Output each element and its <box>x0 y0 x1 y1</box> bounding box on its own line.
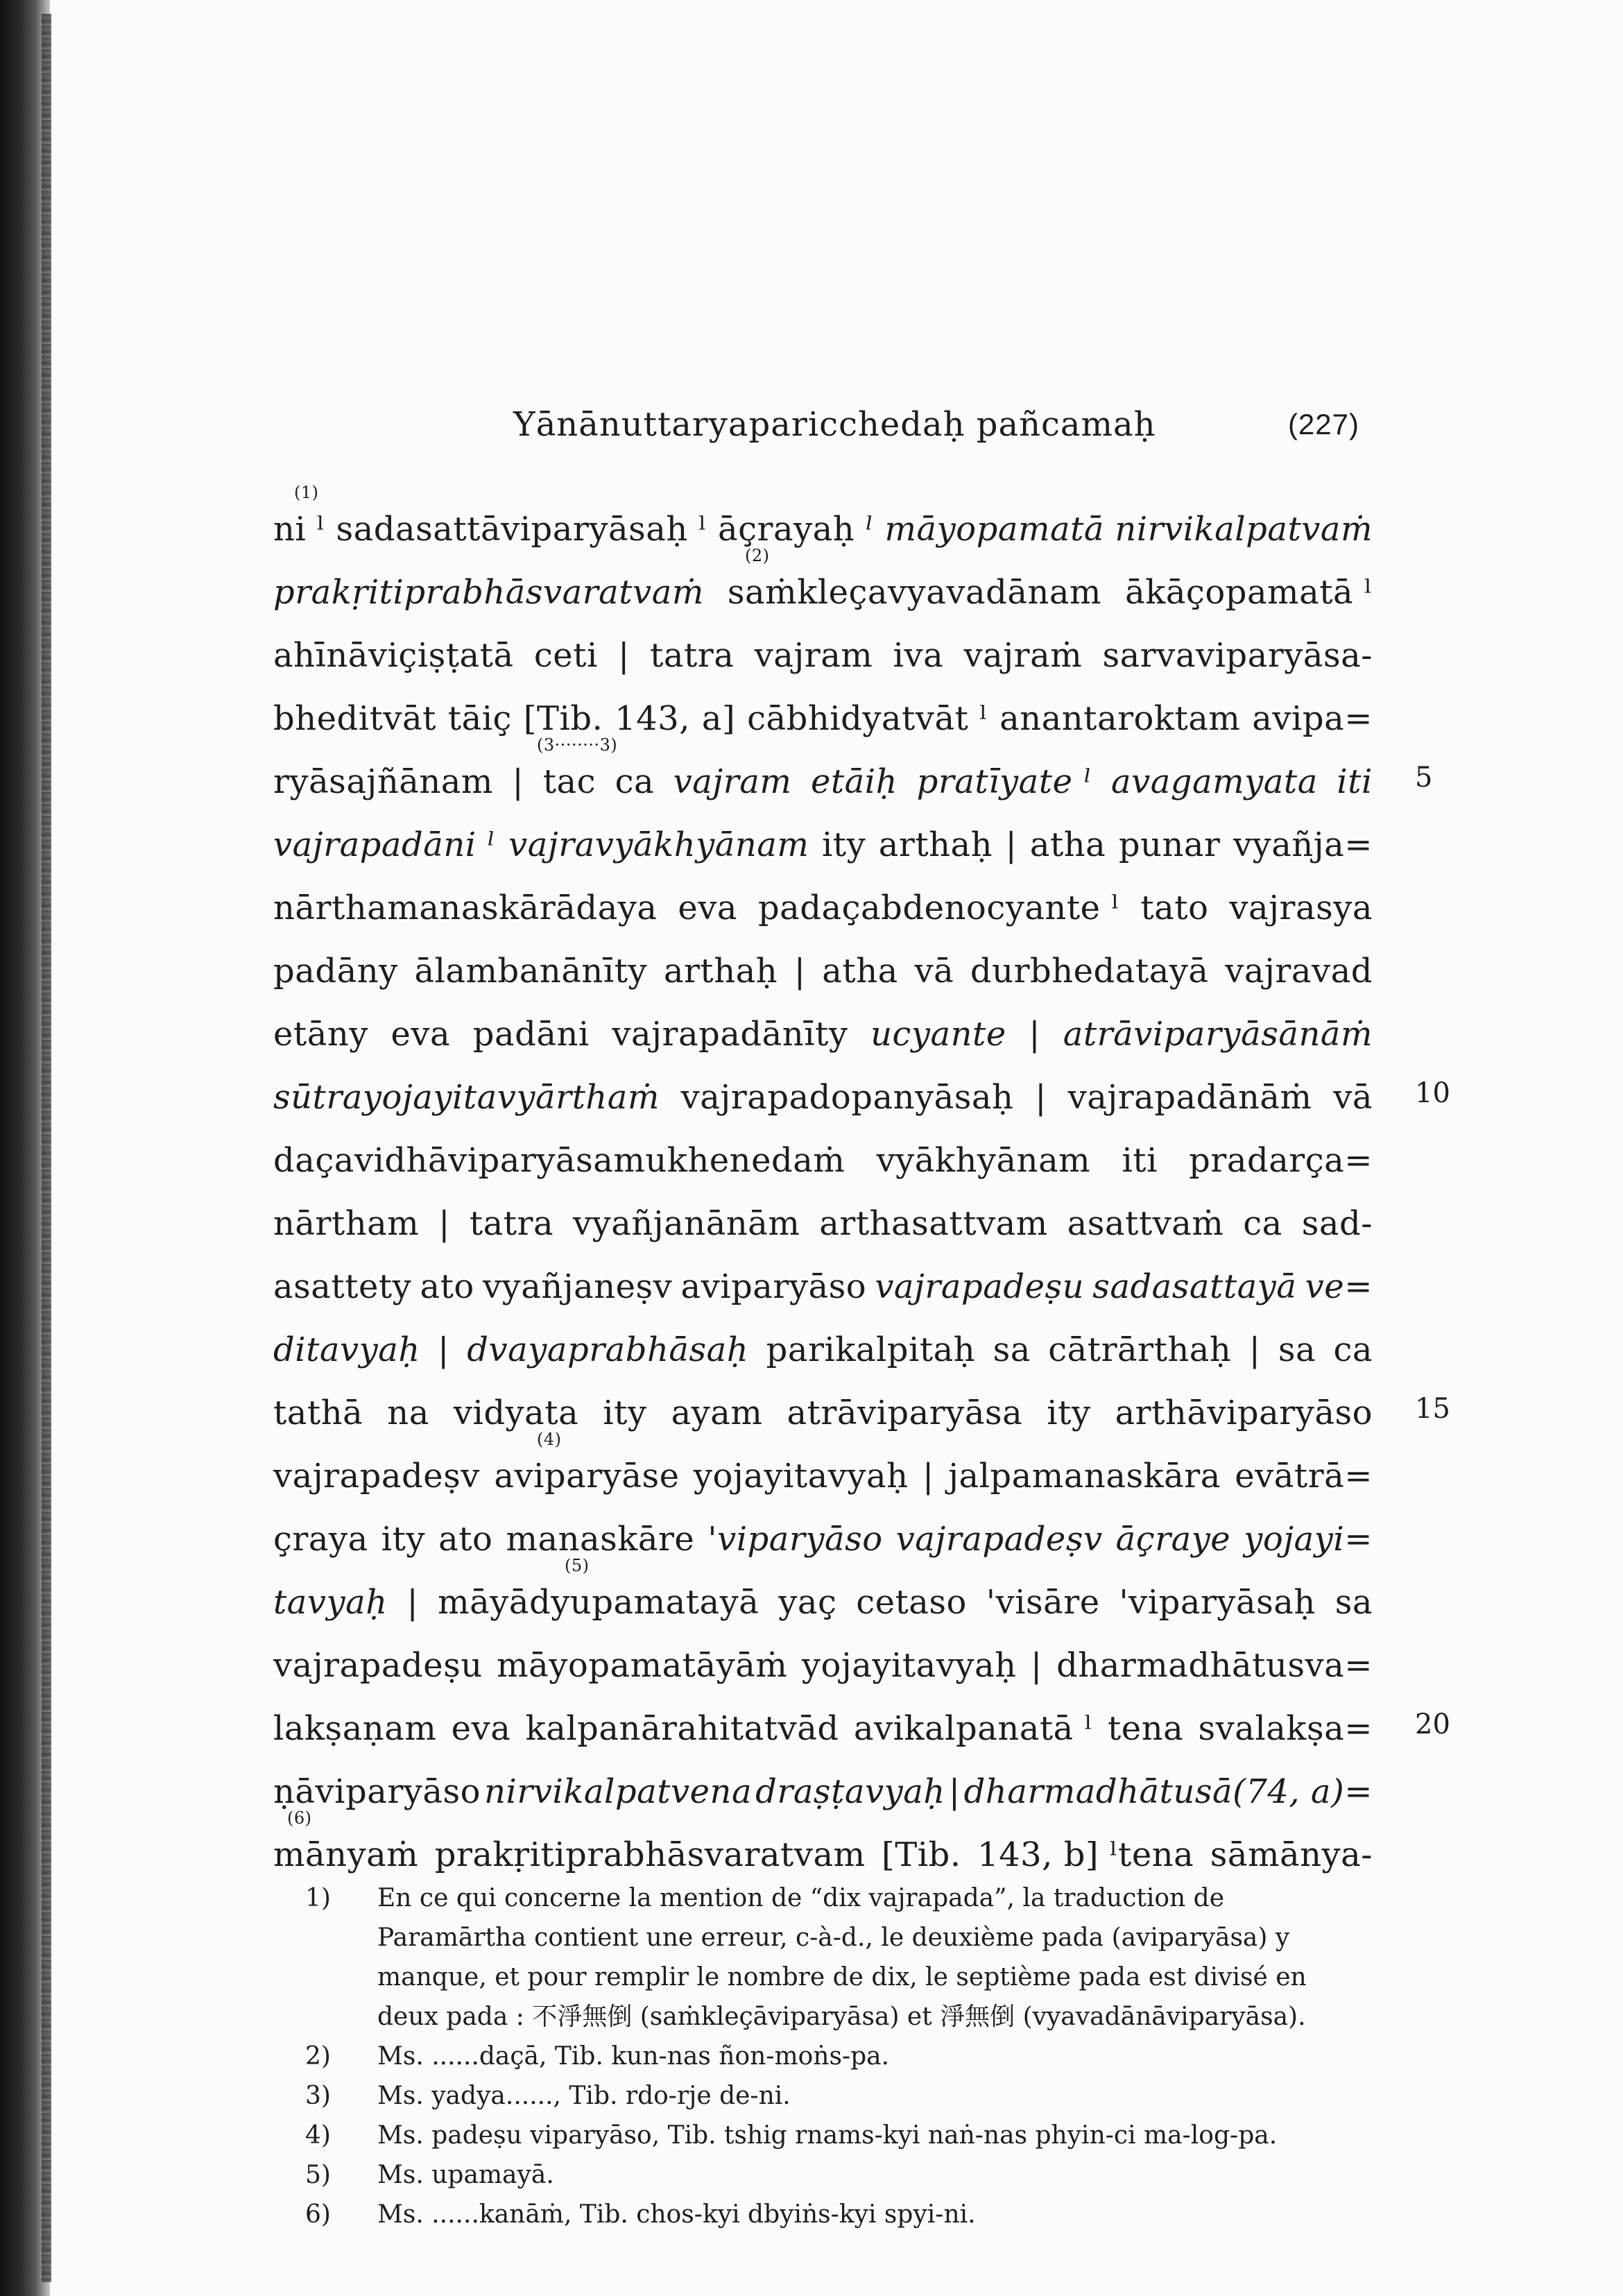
footnote-reference-mark: (2) <box>745 546 770 565</box>
word: sūtrayojayitavyārthaṁ <box>273 1078 660 1117</box>
word: vajrapadopanyāsaḥ <box>680 1078 1014 1117</box>
word: vajrapadānāṁ <box>1067 1078 1312 1117</box>
word: çraya <box>273 1520 368 1559</box>
word: daçavidhāviparyāsamukhenedaṁ <box>273 1141 845 1180</box>
word: prakṛitiprabhāsvaratvaṁ <box>273 573 704 612</box>
word: nirvikalpatvaṁ <box>1115 510 1373 549</box>
word: prakṛitiprabhāsvaratvam <box>434 1835 866 1874</box>
word: [Tib. <box>523 699 603 738</box>
word: vidyata <box>453 1394 579 1432</box>
word: ṇāviparyāso <box>273 1772 481 1811</box>
word: padāny <box>273 952 398 991</box>
word: ˡ māyopamatā <box>865 510 1105 549</box>
word: vajraṁ <box>963 636 1083 675</box>
word: ˡ sadasattāviparyāsaḥ <box>316 510 688 549</box>
word: | <box>1005 825 1017 864</box>
text-line <box>273 1496 1373 1559</box>
text-line <box>273 1306 1373 1369</box>
text-line <box>273 927 1373 991</box>
footnote-text: En ce qui concerne la mention de “dix vajrapada”, la traduction de Paramārtha contient une erreur, c-à-d., le deuxième pada (aviparyāsa) y manque, et pour remplir le nombre de dix, le septième pada est divisé en deux pada : 不淨無倒 (saṁkleçāviparyāsa) et 淨無倒 (vyavadānāviparyāsa). <box>377 1884 1307 2031</box>
word: yojayitavyaḥ <box>693 1457 909 1496</box>
footnote <box>305 2155 1373 2195</box>
word: tato <box>1140 889 1209 927</box>
word: vajravad <box>1225 952 1373 991</box>
word: cātrārthaḥ <box>1048 1330 1232 1369</box>
text-line <box>273 1180 1373 1243</box>
word: ve= <box>1305 1267 1373 1306</box>
word: yaç <box>778 1583 837 1622</box>
footnote-number: 1) <box>305 1884 331 1912</box>
word: asattvaṁ <box>1067 1204 1224 1243</box>
word: eva <box>390 1015 451 1054</box>
footnote-number: 3) <box>305 2082 331 2110</box>
word: tathā <box>273 1394 363 1432</box>
word: sad- <box>1301 1204 1373 1243</box>
word: | <box>618 636 630 675</box>
text-line <box>273 1556 1373 1622</box>
word: | <box>1030 1646 1042 1685</box>
word: arthaḥ <box>878 825 993 864</box>
text-line <box>273 1685 1373 1748</box>
word: vajrapadāni ˡ <box>273 825 496 864</box>
word: nārthamanaskārādaya <box>273 889 658 927</box>
word: iva <box>893 636 944 675</box>
word: sa <box>1334 1583 1373 1622</box>
word: [Tib. <box>882 1835 961 1874</box>
word: ayam <box>671 1394 763 1432</box>
margin-line-number: 5 <box>1415 762 1433 794</box>
word: durbhedatayā <box>970 952 1209 991</box>
word: vajrapadeṣv <box>273 1457 480 1496</box>
word: padāni <box>472 1015 590 1054</box>
word: ato <box>420 1267 474 1306</box>
footnote-text: Ms. upamayā. <box>377 2161 554 2189</box>
word: sadasattayā <box>1092 1267 1297 1306</box>
word: nārtham <box>273 1204 420 1243</box>
word: ni <box>273 510 307 549</box>
word: avagamyata <box>1110 762 1318 801</box>
word: saṁkleçavyavadānam <box>727 573 1102 612</box>
footnote-number: 6) <box>305 2200 331 2229</box>
word: tatra <box>650 636 735 675</box>
text-line <box>273 1808 1373 1874</box>
word: | <box>438 1204 450 1243</box>
footnote <box>305 2076 1373 2116</box>
word: aviparyāso <box>680 1267 867 1306</box>
word: kalpanārahitatvād <box>525 1709 839 1748</box>
word: vajrasya <box>1229 889 1373 927</box>
word: 'viparyāso <box>707 1520 883 1559</box>
page-header <box>513 397 1359 452</box>
word: yojayi= <box>1244 1520 1373 1559</box>
word: cābhidyatvāt ˡ <box>747 699 988 738</box>
word: tāiç <box>447 699 512 738</box>
word: vyākhyānam <box>876 1141 1091 1180</box>
word: vyañjaneṣv <box>482 1267 673 1306</box>
word: | <box>1248 1330 1261 1369</box>
word: ity <box>381 1520 426 1559</box>
word: eva <box>678 889 738 927</box>
text-line <box>273 1369 1373 1432</box>
word: manaskāre <box>506 1520 695 1559</box>
word: 'visāre <box>986 1583 1100 1622</box>
word: vajrapadeṣu <box>273 1646 483 1685</box>
word: etāiḥ <box>810 762 898 801</box>
text-line <box>273 1748 1373 1811</box>
text-line <box>273 1432 1373 1496</box>
margin-line-number: 10 <box>1415 1077 1450 1109</box>
text-line <box>273 991 1373 1054</box>
word: a] <box>701 699 736 738</box>
word: sarvaviparyāsa- <box>1102 636 1373 675</box>
text-line <box>273 1054 1373 1117</box>
word: bheditvāt <box>273 699 436 738</box>
word: nirvikalpatvena <box>484 1772 753 1811</box>
word: 'viparyāsaḥ <box>1119 1583 1316 1622</box>
footnote-text: Ms. ......daçā, Tib. kun-nas ñon-moṅs-pa. <box>377 2042 890 2071</box>
text-line <box>273 675 1373 738</box>
word: 143, <box>615 699 691 738</box>
footnote-reference-mark: (6) <box>287 1808 312 1828</box>
word: evātrā= <box>1235 1457 1373 1496</box>
word: | <box>1029 1015 1041 1054</box>
word: ca <box>615 762 655 801</box>
footnote <box>305 2037 1373 2076</box>
word: arthaḥ <box>663 952 778 991</box>
footnote <box>305 1878 1373 2037</box>
word: ato <box>438 1520 493 1559</box>
word: mānyaṁ <box>273 1835 419 1874</box>
word: tavyaḥ <box>273 1583 388 1622</box>
word: na <box>387 1394 429 1432</box>
word: pradarça= <box>1189 1141 1373 1180</box>
text-line <box>273 1622 1373 1685</box>
word: cetaso <box>856 1583 967 1622</box>
main-text-block <box>273 483 1373 1874</box>
word: ceti <box>533 636 598 675</box>
word: 143, b] ˡtena <box>977 1835 1194 1874</box>
word: lakṣaṇam <box>273 1709 437 1748</box>
word: asattety <box>273 1267 412 1306</box>
word: ucyante <box>870 1015 1006 1054</box>
word: | <box>948 1772 961 1811</box>
word: | <box>406 1583 419 1622</box>
word: etāny <box>273 1015 368 1054</box>
word: ditavyaḥ <box>273 1330 420 1369</box>
word: vajrapadeṣv <box>895 1520 1103 1559</box>
footnote <box>305 2116 1373 2155</box>
margin-line-number: 20 <box>1415 1708 1450 1740</box>
word: tena <box>1108 1709 1184 1748</box>
footnote-text: Ms. padeṣu viparyāso, Tib. tshig rnams-kyi naṅ-nas phyin-ci ma-log-pa. <box>377 2121 1278 2150</box>
word: pratīyate ˡ <box>916 762 1092 801</box>
word: ity <box>603 1394 647 1432</box>
word: aviparyāse <box>494 1457 680 1496</box>
text-line <box>273 801 1373 864</box>
text-line <box>273 735 1373 801</box>
word: draṣṭavyaḥ <box>755 1772 945 1811</box>
word: ca <box>1333 1330 1373 1369</box>
word: dharmadhātusva= <box>1056 1646 1373 1685</box>
word: atrāviparyāsānāṁ <box>1063 1015 1373 1054</box>
word: vajram <box>673 762 792 801</box>
footnote-number: 2) <box>305 2042 331 2071</box>
word: dvayaprabhāsaḥ <box>467 1330 749 1369</box>
word: ity <box>1047 1394 1091 1432</box>
word: | <box>438 1330 449 1369</box>
word: vā <box>914 952 954 991</box>
running-title: Yānānuttaryaparicchedaḥ pañcamaḥ <box>513 405 1156 444</box>
word: vajravyākhyānam <box>508 825 809 864</box>
word: ālambanānīty <box>414 952 648 991</box>
word: eva <box>451 1709 511 1748</box>
footnotes <box>305 1878 1373 2234</box>
word: avipa= <box>1252 699 1373 738</box>
word: avikalpanatā ˡ <box>853 1709 1093 1748</box>
word: jalpamanaskāra <box>948 1457 1221 1496</box>
word: ahīnāviçiṣṭatā <box>273 636 514 675</box>
word: tatra <box>469 1204 554 1243</box>
footnote-number: 5) <box>305 2161 331 2189</box>
word: māyādyupamatayā <box>438 1583 759 1622</box>
word: sa <box>1278 1330 1316 1369</box>
word: parikalpitaḥ <box>766 1330 976 1369</box>
text-line <box>273 1243 1373 1306</box>
word: ryāsajñānam <box>273 762 493 801</box>
word: | <box>793 952 806 991</box>
word: padaçabdenocyante ˡ <box>757 889 1120 927</box>
footnote-reference-mark: (3········3) <box>537 735 618 755</box>
text-line <box>273 546 1373 612</box>
word: vā <box>1333 1078 1373 1117</box>
footnote-reference-mark: (5) <box>565 1556 590 1575</box>
page-number: (227) <box>1287 408 1359 440</box>
book-binding-edge <box>42 14 51 2282</box>
word: ity <box>821 825 866 864</box>
word: sa <box>993 1330 1031 1369</box>
text-line <box>273 1117 1373 1180</box>
word: punar <box>1118 825 1221 864</box>
word: vajrapadānīty <box>612 1015 848 1054</box>
word: māyopamatāyāṁ <box>497 1646 788 1685</box>
word: iti <box>1122 1141 1158 1180</box>
word: atha <box>1029 825 1106 864</box>
text-line <box>273 864 1373 927</box>
word: dharmadhātusā(74, a)= <box>963 1772 1373 1811</box>
word: atrāviparyāsa <box>787 1394 1023 1432</box>
margin-line-number: 15 <box>1415 1393 1450 1425</box>
word: | <box>512 762 524 801</box>
word: āçraye <box>1115 1520 1231 1559</box>
word: anantaroktam <box>999 699 1241 738</box>
footnote <box>305 2195 1373 2234</box>
word: vyañjanānām <box>573 1204 800 1243</box>
word: sāmānya- <box>1210 1835 1373 1874</box>
footnote-reference-mark: (1) <box>294 483 319 502</box>
word: vajrapadeṣu <box>875 1267 1085 1306</box>
word: | <box>1035 1078 1047 1117</box>
word: ˡ āçrayaḥ <box>698 510 855 549</box>
footnote-text: Ms. ......kanāṁ, Tib. chos-kyi dbyiṅs-kyi spyi-ni. <box>377 2200 976 2229</box>
word: ca <box>1243 1204 1282 1243</box>
text-line <box>273 483 1373 549</box>
word: tac <box>542 762 596 801</box>
footnote-reference-mark: (4) <box>537 1430 562 1449</box>
footnote-number: 4) <box>305 2121 331 2150</box>
word: vyañja= <box>1233 825 1373 864</box>
word: vajram <box>754 636 873 675</box>
word: ākāçopamatā ˡ <box>1125 573 1373 612</box>
word: atha <box>822 952 898 991</box>
word: arthāviparyāso <box>1115 1394 1373 1432</box>
text-line <box>273 612 1373 675</box>
footnote-text: Ms. yadya......, Tib. rdo-rje de-ni. <box>377 2082 791 2110</box>
word: svalakṣa= <box>1198 1709 1373 1748</box>
word: | <box>922 1457 934 1496</box>
word: arthasattvam <box>819 1204 1048 1243</box>
word: iti <box>1337 762 1373 801</box>
word: yojayitavyaḥ <box>801 1646 1017 1685</box>
